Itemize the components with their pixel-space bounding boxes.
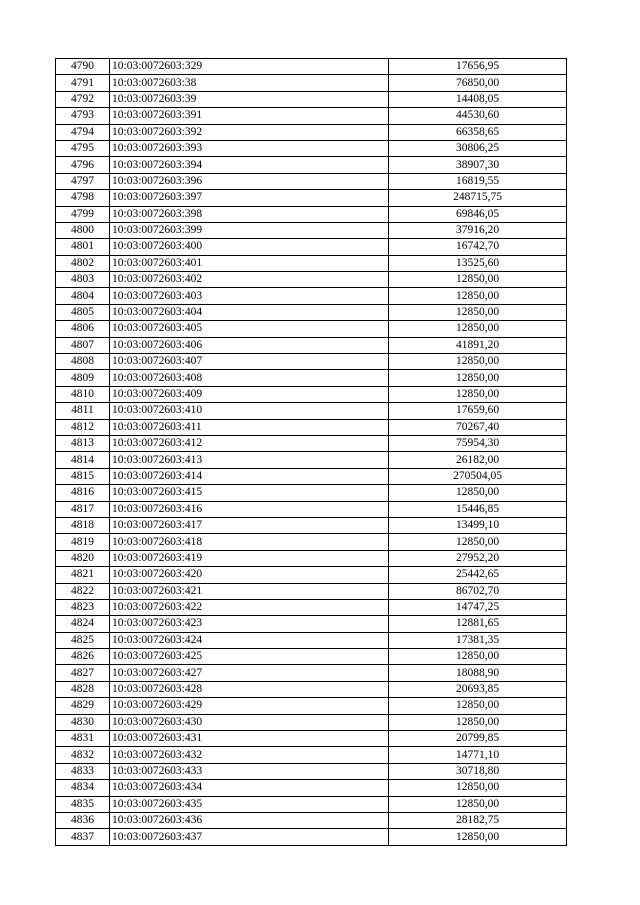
amount-cell: 70267,40 <box>389 419 567 435</box>
cadastral-number-cell: 10:03:0072603:407 <box>110 354 389 370</box>
amount-cell: 12850,00 <box>389 796 567 812</box>
table-row <box>56 370 567 386</box>
cadastral-number-cell: 10:03:0072603:412 <box>110 435 389 451</box>
amount-cell: 17381,35 <box>389 632 567 648</box>
amount-cell: 12850,00 <box>389 304 567 320</box>
row-number-cell: 4793 <box>56 108 110 124</box>
cadastral-number-cell: 10:03:0072603:404 <box>110 304 389 320</box>
row-number-cell: 4801 <box>56 239 110 255</box>
table-row <box>56 124 567 140</box>
row-number-cell: 4829 <box>56 698 110 714</box>
cadastral-number-cell: 10:03:0072603:437 <box>110 829 389 845</box>
table-row <box>56 599 567 615</box>
table-row <box>56 632 567 648</box>
table-row <box>56 386 567 402</box>
row-number-cell: 4817 <box>56 501 110 517</box>
table-row <box>56 731 567 747</box>
table-row <box>56 468 567 484</box>
cadastral-number-cell: 10:03:0072603:329 <box>110 59 389 75</box>
amount-cell: 27952,20 <box>389 550 567 566</box>
cadastral-number-cell: 10:03:0072603:405 <box>110 321 389 337</box>
row-number-cell: 4822 <box>56 583 110 599</box>
table-row <box>56 173 567 189</box>
amount-cell: 16742,70 <box>389 239 567 255</box>
cadastral-number-cell: 10:03:0072603:392 <box>110 124 389 140</box>
amount-cell: 15446,85 <box>389 501 567 517</box>
row-number-cell: 4804 <box>56 288 110 304</box>
cadastral-number-cell: 10:03:0072603:416 <box>110 501 389 517</box>
amount-cell: 66358,65 <box>389 124 567 140</box>
row-number-cell: 4792 <box>56 91 110 107</box>
table-row <box>56 354 567 370</box>
amount-cell: 12850,00 <box>389 649 567 665</box>
cadastral-number-cell: 10:03:0072603:406 <box>110 337 389 353</box>
row-number-cell: 4815 <box>56 468 110 484</box>
row-number-cell: 4834 <box>56 780 110 796</box>
row-number-cell: 4807 <box>56 337 110 353</box>
table-row <box>56 812 567 828</box>
table-row <box>56 206 567 222</box>
table-row <box>56 485 567 501</box>
table-row <box>56 567 567 583</box>
cadastral-number-cell: 10:03:0072603:413 <box>110 452 389 468</box>
table-row <box>56 649 567 665</box>
row-number-cell: 4811 <box>56 403 110 419</box>
table-row <box>56 550 567 566</box>
row-number-cell: 4818 <box>56 517 110 533</box>
amount-cell: 13499,10 <box>389 517 567 533</box>
cadastral-number-cell: 10:03:0072603:391 <box>110 108 389 124</box>
amount-cell: 44530,60 <box>389 108 567 124</box>
amount-cell: 17659,60 <box>389 403 567 419</box>
table-row <box>56 239 567 255</box>
row-number-cell: 4833 <box>56 763 110 779</box>
row-number-cell: 4825 <box>56 632 110 648</box>
cadastral-number-cell: 10:03:0072603:402 <box>110 272 389 288</box>
amount-cell: 69846,05 <box>389 206 567 222</box>
cadastral-number-cell: 10:03:0072603:397 <box>110 190 389 206</box>
row-number-cell: 4799 <box>56 206 110 222</box>
row-number-cell: 4824 <box>56 616 110 632</box>
row-number-cell: 4794 <box>56 124 110 140</box>
cadastral-number-cell: 10:03:0072603:393 <box>110 140 389 156</box>
amount-cell: 14747,25 <box>389 599 567 615</box>
row-number-cell: 4827 <box>56 665 110 681</box>
cadastral-number-cell: 10:03:0072603:39 <box>110 91 389 107</box>
amount-cell: 75954,30 <box>389 435 567 451</box>
amount-cell: 86702,70 <box>389 583 567 599</box>
table-row <box>56 288 567 304</box>
amount-cell: 12850,00 <box>389 272 567 288</box>
amount-cell: 12850,00 <box>389 321 567 337</box>
cadastral-number-cell: 10:03:0072603:410 <box>110 403 389 419</box>
amount-cell: 12850,00 <box>389 534 567 550</box>
cadastral-number-cell: 10:03:0072603:401 <box>110 255 389 271</box>
cadastral-number-cell: 10:03:0072603:421 <box>110 583 389 599</box>
row-number-cell: 4809 <box>56 370 110 386</box>
row-number-cell: 4831 <box>56 731 110 747</box>
cadastral-number-cell: 10:03:0072603:411 <box>110 419 389 435</box>
cadastral-number-cell: 10:03:0072603:422 <box>110 599 389 615</box>
cadastral-number-cell: 10:03:0072603:398 <box>110 206 389 222</box>
table-row <box>56 190 567 206</box>
amount-cell: 76850,00 <box>389 75 567 91</box>
table-row <box>56 157 567 173</box>
row-number-cell: 4832 <box>56 747 110 763</box>
cadastral-number-cell: 10:03:0072603:414 <box>110 468 389 484</box>
table-row <box>56 91 567 107</box>
table-body <box>56 59 567 846</box>
table-row <box>56 534 567 550</box>
table-row <box>56 763 567 779</box>
row-number-cell: 4830 <box>56 714 110 730</box>
row-number-cell: 4813 <box>56 435 110 451</box>
row-number-cell: 4819 <box>56 534 110 550</box>
row-number-cell: 4805 <box>56 304 110 320</box>
table-row <box>56 255 567 271</box>
cadastral-number-cell: 10:03:0072603:427 <box>110 665 389 681</box>
amount-cell: 20693,85 <box>389 681 567 697</box>
cadastral-number-cell: 10:03:0072603:403 <box>110 288 389 304</box>
cadastral-number-cell: 10:03:0072603:417 <box>110 517 389 533</box>
amount-cell: 17656,95 <box>389 59 567 75</box>
cadastral-number-cell: 10:03:0072603:428 <box>110 681 389 697</box>
table-row <box>56 337 567 353</box>
amount-cell: 26182,00 <box>389 452 567 468</box>
amount-cell: 248715,75 <box>389 190 567 206</box>
row-number-cell: 4797 <box>56 173 110 189</box>
cadastral-values-table <box>55 58 567 846</box>
amount-cell: 38907,30 <box>389 157 567 173</box>
amount-cell: 16819,55 <box>389 173 567 189</box>
table-row <box>56 616 567 632</box>
row-number-cell: 4810 <box>56 386 110 402</box>
row-number-cell: 4814 <box>56 452 110 468</box>
row-number-cell: 4795 <box>56 140 110 156</box>
cadastral-number-cell: 10:03:0072603:415 <box>110 485 389 501</box>
table-row <box>56 747 567 763</box>
amount-cell: 30806,25 <box>389 140 567 156</box>
table-row <box>56 780 567 796</box>
cadastral-number-cell: 10:03:0072603:424 <box>110 632 389 648</box>
table-row <box>56 501 567 517</box>
row-number-cell: 4816 <box>56 485 110 501</box>
table-row <box>56 108 567 124</box>
cadastral-number-cell: 10:03:0072603:409 <box>110 386 389 402</box>
cadastral-number-cell: 10:03:0072603:435 <box>110 796 389 812</box>
cadastral-number-cell: 10:03:0072603:400 <box>110 239 389 255</box>
amount-cell: 12850,00 <box>389 829 567 845</box>
table-row <box>56 419 567 435</box>
table-row <box>56 829 567 845</box>
amount-cell: 14408,05 <box>389 91 567 107</box>
cadastral-number-cell: 10:03:0072603:399 <box>110 222 389 238</box>
amount-cell: 12850,00 <box>389 370 567 386</box>
cadastral-number-cell: 10:03:0072603:433 <box>110 763 389 779</box>
row-number-cell: 4828 <box>56 681 110 697</box>
amount-cell: 12850,00 <box>389 354 567 370</box>
table-row <box>56 583 567 599</box>
amount-cell: 14771,10 <box>389 747 567 763</box>
cadastral-number-cell: 10:03:0072603:396 <box>110 173 389 189</box>
amount-cell: 28182,75 <box>389 812 567 828</box>
cadastral-number-cell: 10:03:0072603:394 <box>110 157 389 173</box>
table-row <box>56 435 567 451</box>
table-row <box>56 321 567 337</box>
table-row <box>56 714 567 730</box>
cadastral-number-cell: 10:03:0072603:423 <box>110 616 389 632</box>
amount-cell: 13525,60 <box>389 255 567 271</box>
cadastral-number-cell: 10:03:0072603:408 <box>110 370 389 386</box>
row-number-cell: 4826 <box>56 649 110 665</box>
table-row <box>56 222 567 238</box>
amount-cell: 20799,85 <box>389 731 567 747</box>
amount-cell: 37916,20 <box>389 222 567 238</box>
row-number-cell: 4806 <box>56 321 110 337</box>
table-row <box>56 272 567 288</box>
row-number-cell: 4796 <box>56 157 110 173</box>
cadastral-number-cell: 10:03:0072603:419 <box>110 550 389 566</box>
row-number-cell: 4802 <box>56 255 110 271</box>
row-number-cell: 4803 <box>56 272 110 288</box>
table-row <box>56 452 567 468</box>
row-number-cell: 4798 <box>56 190 110 206</box>
amount-cell: 41891,20 <box>389 337 567 353</box>
row-number-cell: 4821 <box>56 567 110 583</box>
table-row <box>56 517 567 533</box>
row-number-cell: 4808 <box>56 354 110 370</box>
table-row <box>56 304 567 320</box>
amount-cell: 12850,00 <box>389 386 567 402</box>
row-number-cell: 4791 <box>56 75 110 91</box>
row-number-cell: 4823 <box>56 599 110 615</box>
amount-cell: 12881,65 <box>389 616 567 632</box>
table-row <box>56 698 567 714</box>
cadastral-number-cell: 10:03:0072603:420 <box>110 567 389 583</box>
table-row <box>56 665 567 681</box>
cadastral-number-cell: 10:03:0072603:38 <box>110 75 389 91</box>
row-number-cell: 4820 <box>56 550 110 566</box>
amount-cell: 12850,00 <box>389 714 567 730</box>
cadastral-number-cell: 10:03:0072603:436 <box>110 812 389 828</box>
cadastral-number-cell: 10:03:0072603:434 <box>110 780 389 796</box>
cadastral-number-cell: 10:03:0072603:430 <box>110 714 389 730</box>
table-row <box>56 140 567 156</box>
amount-cell: 18088,90 <box>389 665 567 681</box>
row-number-cell: 4790 <box>56 59 110 75</box>
row-number-cell: 4800 <box>56 222 110 238</box>
amount-cell: 12850,00 <box>389 780 567 796</box>
amount-cell: 270504,05 <box>389 468 567 484</box>
amount-cell: 12850,00 <box>389 698 567 714</box>
table-row <box>56 681 567 697</box>
cadastral-number-cell: 10:03:0072603:429 <box>110 698 389 714</box>
table-row <box>56 75 567 91</box>
amount-cell: 30718,80 <box>389 763 567 779</box>
table-row <box>56 796 567 812</box>
row-number-cell: 4812 <box>56 419 110 435</box>
row-number-cell: 4836 <box>56 812 110 828</box>
amount-cell: 12850,00 <box>389 485 567 501</box>
cadastral-number-cell: 10:03:0072603:431 <box>110 731 389 747</box>
amount-cell: 12850,00 <box>389 288 567 304</box>
amount-cell: 25442,65 <box>389 567 567 583</box>
table-row <box>56 403 567 419</box>
row-number-cell: 4837 <box>56 829 110 845</box>
table-row <box>56 59 567 75</box>
cadastral-number-cell: 10:03:0072603:418 <box>110 534 389 550</box>
cadastral-number-cell: 10:03:0072603:432 <box>110 747 389 763</box>
cadastral-number-cell: 10:03:0072603:425 <box>110 649 389 665</box>
row-number-cell: 4835 <box>56 796 110 812</box>
